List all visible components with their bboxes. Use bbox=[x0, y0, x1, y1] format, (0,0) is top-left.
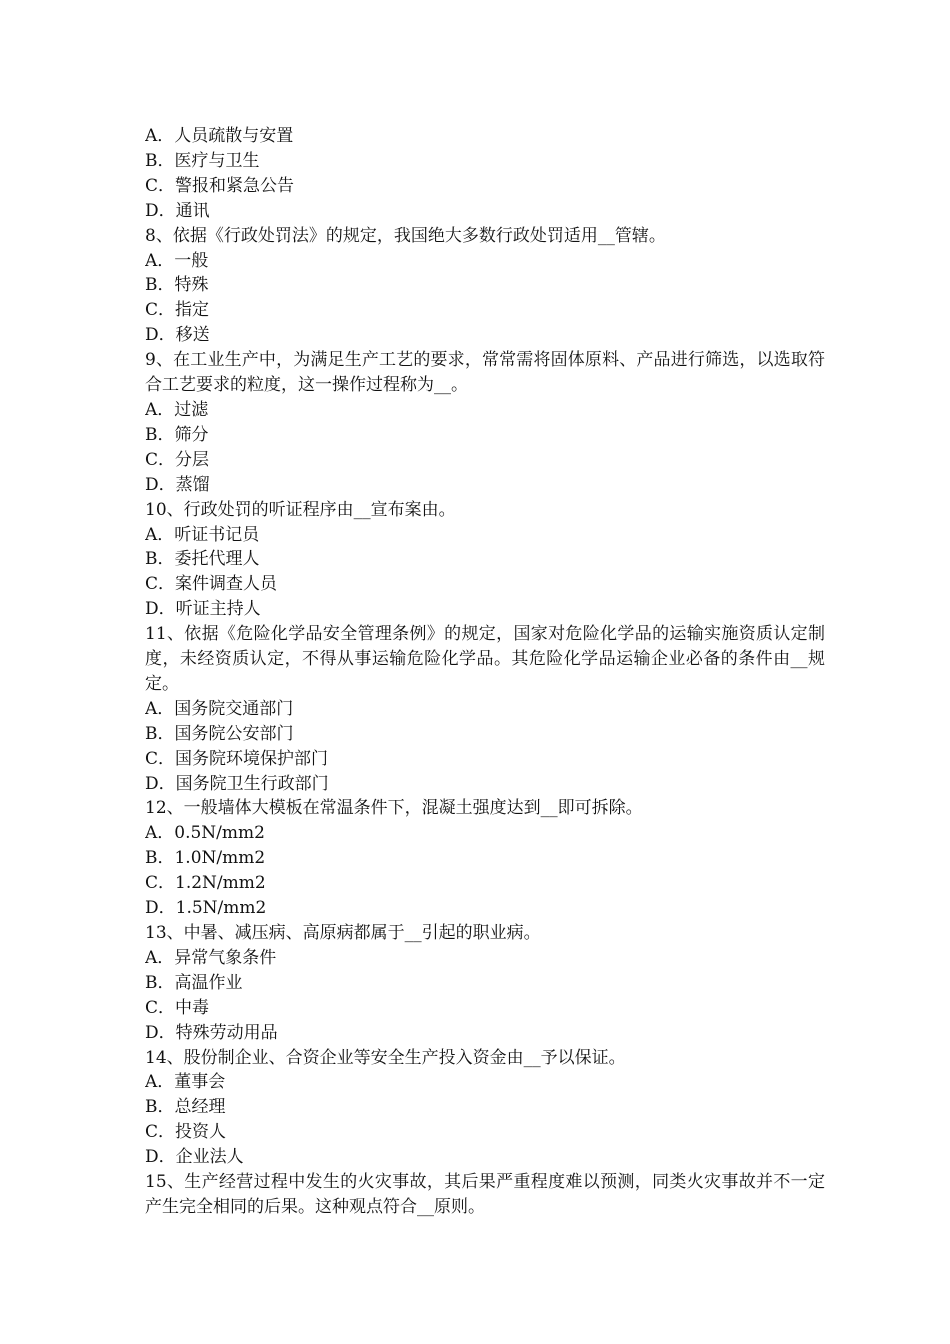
option-line: D．通讯 bbox=[145, 200, 210, 221]
option-line: D．1.5N/mm2 bbox=[145, 898, 267, 919]
option-line: D．特殊劳动用品 bbox=[145, 1022, 278, 1043]
option-line: A．国务院交通部门 bbox=[145, 698, 294, 719]
question-8: 8、依据《行政处罚法》的规定，我国绝大多数行政处罚适用__管辖。 bbox=[145, 225, 666, 246]
option-line: A．过滤 bbox=[145, 399, 209, 420]
option-line: A．一般 bbox=[145, 250, 209, 271]
question-14: 14、股份制企业、合资企业等安全生产投入资金由__予以保证。 bbox=[145, 1047, 626, 1068]
option-line: B．1.0N/mm2 bbox=[145, 848, 266, 869]
option-line: C．警报和紧急公告 bbox=[145, 175, 295, 196]
option-line: B．高温作业 bbox=[145, 972, 243, 993]
option-line: C．投资人 bbox=[145, 1122, 227, 1143]
option-line: D．听证主持人 bbox=[145, 599, 261, 620]
question-10: 10、行政处罚的听证程序由__宣布案由。 bbox=[145, 499, 456, 520]
question-9: 9、在工业生产中，为满足生产工艺的要求，常常需将固体原料、产品进行筛选，以选取符合工艺要求的粒度，这一操作过程称为__。 bbox=[145, 350, 825, 396]
question-15: 15、生产经营过程中发生的火灾事故，其后果严重程度难以预测，同类火灾事故并不一定产生完全相同的后果。这种观点符合__原则。 bbox=[145, 1172, 825, 1217]
option-line: C．案件调查人员 bbox=[145, 574, 278, 595]
option-line: B．特殊 bbox=[145, 275, 209, 296]
option-line: C．指定 bbox=[145, 300, 210, 321]
option-line: D．企业法人 bbox=[145, 1147, 244, 1168]
option-line: C．分层 bbox=[145, 449, 210, 470]
option-line: D．移送 bbox=[145, 325, 210, 346]
option-line: B．医疗与卫生 bbox=[145, 150, 260, 171]
document-body bbox=[145, 124, 825, 1220]
question-12: 12、一般墙体大模板在常温条件下，混凝土强度达到__即可拆除。 bbox=[145, 798, 643, 819]
option-line: C．1.2N/mm2 bbox=[145, 873, 266, 894]
question-13: 13、中暑、减压病、高原病都属于__引起的职业病。 bbox=[145, 923, 541, 943]
option-line: A．人员疏散与安置 bbox=[145, 126, 294, 146]
option-line: C．中毒 bbox=[145, 997, 210, 1018]
option-line: D．蒸馏 bbox=[145, 474, 210, 495]
option-line: B．委托代理人 bbox=[145, 549, 260, 570]
question-11: 11、依据《危险化学品安全管理条例》的规定，国家对危险化学品的运输实施资质认定制度，未经资质认定，不得从事运输危险化学品。其危险化学品运输企业必备的条件由__规定。 bbox=[145, 624, 825, 694]
option-line: B．国务院公安部门 bbox=[145, 723, 294, 744]
option-line: A．异常气象条件 bbox=[145, 947, 277, 968]
option-line: B．总经理 bbox=[145, 1097, 226, 1118]
option-line: A．0.5N/mm2 bbox=[145, 823, 265, 844]
option-line: D．国务院卫生行政部门 bbox=[145, 773, 329, 794]
option-line: C．国务院环境保护部门 bbox=[145, 748, 329, 769]
option-line: B．筛分 bbox=[145, 424, 209, 445]
option-line: A．听证书记员 bbox=[145, 524, 260, 545]
option-line: A．董事会 bbox=[145, 1072, 226, 1093]
